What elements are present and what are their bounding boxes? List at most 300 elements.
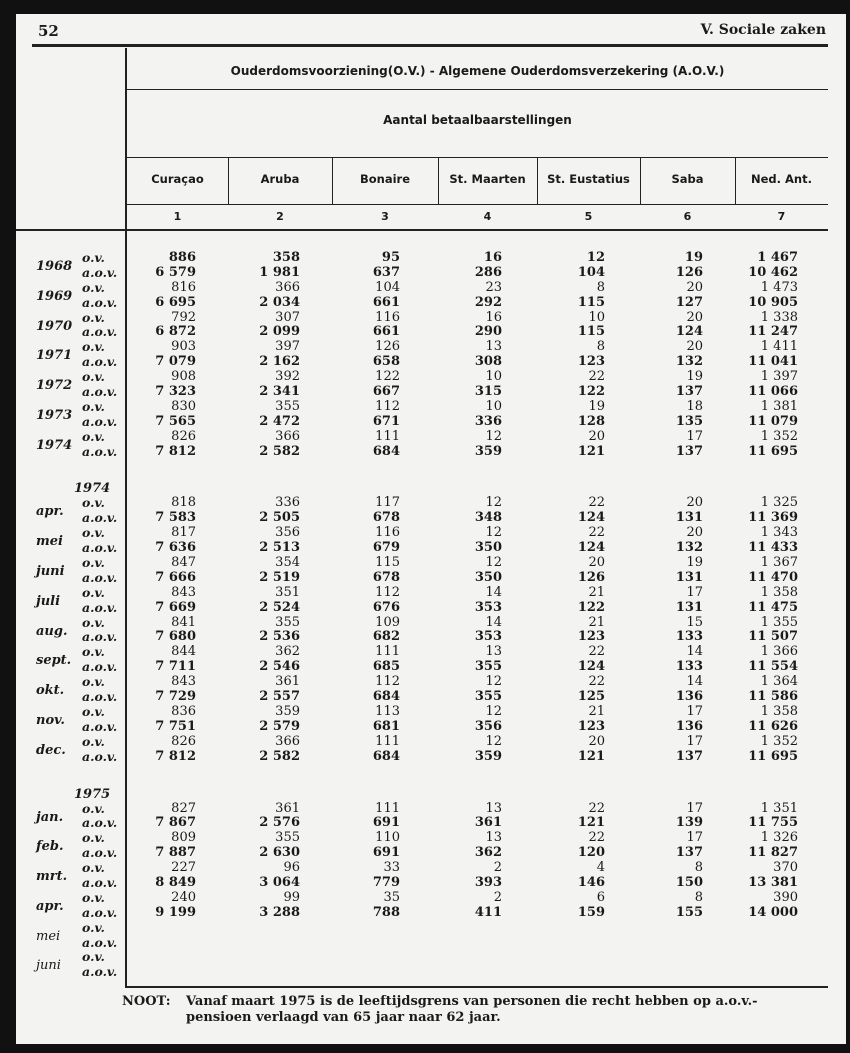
table-cell: 133 <box>675 659 703 675</box>
table-cell: 12 <box>485 428 502 444</box>
table-cell: 19 <box>684 250 703 265</box>
table-row <box>16 311 846 326</box>
table-cell: 137 <box>675 443 703 459</box>
table-cell: 133 <box>675 629 703 645</box>
rule <box>127 157 828 158</box>
table-cell: 18 <box>686 398 703 414</box>
table-cell: 355 <box>275 614 300 630</box>
table-cell: 348 <box>474 510 502 526</box>
table-cell: 11 827 <box>748 845 798 861</box>
table-subtitle: Aantal betaalbaarstellingen <box>383 113 572 127</box>
table-cell: 2 557 <box>259 689 300 705</box>
table-cell: 2 524 <box>259 599 300 615</box>
table-cell: 1 325 <box>760 495 798 511</box>
table-cell: 131 <box>675 510 703 526</box>
period-label: dec. <box>36 742 66 758</box>
table-cell: 7 079 <box>155 354 196 370</box>
period-label: aug. <box>36 623 68 639</box>
table-cell: 16 <box>483 250 502 265</box>
table-cell: 11 626 <box>748 718 798 734</box>
table-cell: 358 <box>272 250 300 265</box>
note-line-2: pensioen verlaagd van 65 jaar naar 62 jaar. <box>186 1010 501 1025</box>
table-cell: 351 <box>275 584 300 600</box>
table-cell: 22 <box>588 830 605 846</box>
table-cell: 7 669 <box>155 599 196 615</box>
table-cell: 2 162 <box>259 354 300 370</box>
table-cell: 123 <box>577 718 605 734</box>
table-cell: 11 247 <box>748 324 798 340</box>
table-cell: 361 <box>275 674 300 690</box>
table-cell: 1 351 <box>760 800 798 816</box>
table-row <box>16 601 846 616</box>
table-cell: 19 <box>686 369 703 385</box>
table-cell: 13 381 <box>748 874 798 890</box>
table-row <box>16 266 846 281</box>
table-cell: 35 <box>383 889 400 905</box>
table-cell: 1 367 <box>760 555 798 571</box>
row-type: o.v. <box>82 309 105 325</box>
row-type: a.o.v. <box>82 718 118 734</box>
table-cell: 1 338 <box>760 309 798 325</box>
table-cell: 13 <box>485 830 502 846</box>
table-row <box>16 370 846 385</box>
table-cell: 836 <box>171 703 196 719</box>
table-cell: 661 <box>372 294 400 310</box>
table-cell: 95 <box>381 250 400 265</box>
table-cell: 684 <box>372 689 400 705</box>
table-cell: 136 <box>675 718 703 734</box>
table-cell: 691 <box>372 845 400 861</box>
table-row <box>16 921 846 936</box>
column-number: 4 <box>483 210 492 223</box>
table-cell: 112 <box>375 674 400 690</box>
row-group <box>16 921 846 951</box>
table-cell: 685 <box>372 659 400 675</box>
table-row <box>16 735 846 750</box>
table-cell: 22 <box>588 369 605 385</box>
table-cell: 355 <box>275 830 300 846</box>
column-header: St. Eustatius <box>547 172 630 186</box>
table-cell: 2 099 <box>259 324 300 340</box>
column-divider <box>640 157 641 204</box>
table-cell: 10 905 <box>748 294 798 310</box>
table-row <box>16 526 846 541</box>
table-cell: 124 <box>577 540 605 556</box>
row-type: a.o.v. <box>82 540 118 556</box>
row-type: a.o.v. <box>82 569 118 585</box>
table-cell: 2 536 <box>259 629 300 645</box>
table-cell: 12 <box>586 250 605 265</box>
table-bottom-rule <box>125 986 828 988</box>
row-type: o.v. <box>82 398 105 414</box>
table-cell: 826 <box>171 733 196 749</box>
table-cell: 684 <box>372 443 400 459</box>
chapter-heading: V. Sociale zaken <box>700 22 826 38</box>
table-cell: 366 <box>275 279 300 295</box>
table-cell: 109 <box>375 614 400 630</box>
column-divider <box>735 157 736 204</box>
table-cell: 2 034 <box>259 294 300 310</box>
table-row <box>16 541 846 556</box>
table-cell: 1 411 <box>760 339 798 355</box>
table-cell: 132 <box>675 540 703 556</box>
row-type: a.o.v. <box>82 748 118 764</box>
table-cell: 847 <box>171 555 196 571</box>
table-cell: 122 <box>577 599 605 615</box>
table-cell: 2 582 <box>259 443 300 459</box>
table-cell: 20 <box>686 279 703 295</box>
row-group <box>16 400 846 430</box>
table-cell: 9 199 <box>155 904 196 920</box>
table-cell: 146 <box>577 874 605 890</box>
table-cell: 353 <box>474 599 502 615</box>
table-row <box>16 690 846 705</box>
table-cell: 11 755 <box>748 815 798 831</box>
note-label: NOOT: <box>122 994 171 1009</box>
table-cell: 359 <box>275 703 300 719</box>
row-type: o.v. <box>82 279 105 295</box>
row-group <box>16 526 846 556</box>
table-cell: 678 <box>372 510 400 526</box>
table-cell: 843 <box>171 674 196 690</box>
page-number: 52 <box>38 22 59 40</box>
table-cell: 99 <box>283 889 300 905</box>
table-cell: 21 <box>588 614 605 630</box>
table-cell: 411 <box>474 904 502 920</box>
table-cell: 11 433 <box>748 540 798 556</box>
table-cell: 1 364 <box>760 674 798 690</box>
table-cell: 356 <box>474 718 502 734</box>
row-type: a.o.v. <box>82 904 118 920</box>
table-cell: 10 <box>588 309 605 325</box>
row-group <box>16 735 846 765</box>
table-cell: 11 475 <box>748 599 798 615</box>
table-cell: 7 565 <box>155 413 196 429</box>
table-cell: 7 583 <box>155 510 196 526</box>
period-label: apr. <box>36 504 64 520</box>
period-label: juni <box>36 564 65 580</box>
table-cell: 2 341 <box>259 384 300 400</box>
table-row <box>16 630 846 645</box>
table-cell: 14 000 <box>748 904 798 920</box>
table-cell: 817 <box>171 525 196 541</box>
table-cell: 33 <box>383 860 400 876</box>
table-cell: 350 <box>474 569 502 585</box>
table-cell: 23 <box>485 279 502 295</box>
section-year-heading: 1974 <box>74 481 111 497</box>
table-cell: 20 <box>686 525 703 541</box>
row-type: a.o.v. <box>82 874 118 890</box>
table-cell: 1 467 <box>757 250 798 265</box>
row-type: o.v. <box>82 495 105 511</box>
table-cell: 15 <box>686 614 703 630</box>
table-cell: 17 <box>686 584 703 600</box>
row-type: o.v. <box>82 614 105 630</box>
row-type: a.o.v. <box>82 264 118 280</box>
table-cell: 20 <box>588 555 605 571</box>
table-cell: 11 695 <box>748 748 798 764</box>
table-cell: 111 <box>375 644 400 660</box>
table-cell: 366 <box>275 428 300 444</box>
table-cell: 336 <box>474 413 502 429</box>
table-cell: 816 <box>171 279 196 295</box>
table-cell: 11 586 <box>748 689 798 705</box>
row-group <box>16 831 846 861</box>
column-header: Ned. Ant. <box>751 172 812 186</box>
table-cell: 1 381 <box>760 398 798 414</box>
row-type: o.v. <box>82 644 105 660</box>
row-type: o.v. <box>82 703 105 719</box>
table-cell: 393 <box>474 874 502 890</box>
row-group <box>16 802 846 832</box>
table-cell: 12 <box>485 555 502 571</box>
row-group <box>16 861 846 891</box>
table-cell: 392 <box>275 369 300 385</box>
row-type: a.o.v. <box>82 324 118 340</box>
table-row <box>16 705 846 720</box>
rule <box>127 204 828 205</box>
table-cell: 676 <box>372 599 400 615</box>
table-cell: 11 041 <box>748 354 798 370</box>
row-group <box>16 370 846 400</box>
row-type: a.o.v. <box>82 629 118 645</box>
row-type: a.o.v. <box>82 845 118 861</box>
document-page <box>16 14 846 1044</box>
column-header: Bonaire <box>359 172 411 186</box>
table-cell: 125 <box>577 689 605 705</box>
table-cell: 809 <box>171 830 196 846</box>
table-cell: 1 397 <box>760 369 798 385</box>
table-cell: 11 369 <box>748 510 798 526</box>
period-label: 1974 <box>36 437 73 453</box>
table-cell: 2 582 <box>259 748 300 764</box>
row-type: o.v. <box>82 949 105 965</box>
row-type: o.v. <box>82 674 105 690</box>
column-number: 6 <box>683 210 692 223</box>
table-cell: 2 505 <box>259 510 300 526</box>
table-cell: 10 <box>485 398 502 414</box>
table-cell: 115 <box>375 555 400 571</box>
table-cell: 22 <box>588 800 605 816</box>
table-row <box>16 816 846 831</box>
row-type: o.v. <box>82 369 105 385</box>
table-cell: 12 <box>485 674 502 690</box>
table-cell: 684 <box>372 748 400 764</box>
table-cell: 353 <box>474 629 502 645</box>
table-cell: 679 <box>372 540 400 556</box>
table-cell: 8 <box>596 339 605 355</box>
table-cell: 20 <box>686 495 703 511</box>
table-row <box>16 415 846 430</box>
table-row <box>16 861 846 876</box>
table-row <box>16 802 846 817</box>
table-cell: 137 <box>675 748 703 764</box>
table-cell: 14 <box>686 644 703 660</box>
row-type: o.v. <box>82 800 105 816</box>
table-cell: 110 <box>375 830 400 846</box>
table-cell: 122 <box>375 369 400 385</box>
table-row <box>16 296 846 311</box>
row-type: a.o.v. <box>82 815 118 831</box>
column-header: Aruba <box>260 172 300 186</box>
column-divider <box>332 157 333 204</box>
table-body <box>16 251 846 980</box>
table-cell: 2 546 <box>259 659 300 675</box>
table-cell: 240 <box>171 889 196 905</box>
period-label: nov. <box>36 712 65 728</box>
row-group <box>16 311 846 341</box>
period-label: sept. <box>36 653 72 669</box>
table-cell: 4 <box>596 860 605 876</box>
table-cell: 8 849 <box>155 874 196 890</box>
table-cell: 691 <box>372 815 400 831</box>
table-row <box>16 385 846 400</box>
table-cell: 7 812 <box>155 443 196 459</box>
table-row <box>16 251 846 266</box>
table-cell: 8 <box>694 889 703 905</box>
table-cell: 779 <box>372 874 400 890</box>
table-cell: 128 <box>577 413 605 429</box>
table-cell: 121 <box>577 443 605 459</box>
table-cell: 1 358 <box>760 584 798 600</box>
table-row <box>16 906 846 921</box>
table-cell: 137 <box>675 845 703 861</box>
table-cell: 123 <box>577 629 605 645</box>
table-cell: 126 <box>675 264 703 280</box>
table-cell: 2 579 <box>259 718 300 734</box>
row-group <box>16 586 846 616</box>
row-group <box>16 675 846 705</box>
table-cell: 818 <box>171 495 196 511</box>
column-divider <box>537 157 538 204</box>
table-cell: 135 <box>675 413 703 429</box>
table-cell: 123 <box>577 354 605 370</box>
table-cell: 362 <box>474 845 502 861</box>
table-cell: 359 <box>474 748 502 764</box>
table-cell: 7 711 <box>155 659 196 675</box>
period-label: mei <box>36 928 61 944</box>
table-cell: 12 <box>485 703 502 719</box>
period-label: feb. <box>36 839 64 855</box>
row-type: o.v. <box>82 525 105 541</box>
table-cell: 11 066 <box>748 384 798 400</box>
table-cell: 366 <box>275 733 300 749</box>
table-cell: 127 <box>675 294 703 310</box>
table-cell: 7 867 <box>155 815 196 831</box>
table-cell: 2 <box>493 889 502 905</box>
table-cell: 21 <box>588 584 605 600</box>
row-type: a.o.v. <box>82 443 118 459</box>
table-cell: 671 <box>372 413 400 429</box>
table-row <box>16 846 846 861</box>
table-cell: 12 <box>485 733 502 749</box>
row-group <box>16 340 846 370</box>
table-row <box>16 965 846 980</box>
table-cell: 6 579 <box>155 264 196 280</box>
period-label: mei <box>36 534 63 550</box>
period-label: juni <box>36 958 61 974</box>
row-group <box>16 705 846 735</box>
table-row <box>16 720 846 735</box>
row-type: a.o.v. <box>82 689 118 705</box>
table-cell: 397 <box>275 339 300 355</box>
table-cell: 19 <box>588 398 605 414</box>
table-row <box>16 586 846 601</box>
table-cell: 844 <box>171 644 196 660</box>
column-header: Curaçao <box>151 172 204 186</box>
row-type: o.v. <box>82 584 105 600</box>
table-cell: 112 <box>375 584 400 600</box>
table-cell: 6 <box>596 889 605 905</box>
table-cell: 1 981 <box>259 264 300 280</box>
table-cell: 355 <box>474 659 502 675</box>
table-row <box>16 675 846 690</box>
table-cell: 22 <box>588 674 605 690</box>
table-cell: 290 <box>474 324 502 340</box>
header-bottom-rule <box>16 229 828 231</box>
table-cell: 3 288 <box>259 904 300 920</box>
table-cell: 11 470 <box>748 569 798 585</box>
table-cell: 903 <box>171 339 196 355</box>
table-cell: 359 <box>474 443 502 459</box>
table-cell: 390 <box>773 889 798 905</box>
row-type: o.v. <box>82 830 105 846</box>
table-cell: 2 <box>493 860 502 876</box>
table-cell: 10 <box>485 369 502 385</box>
table-cell: 8 <box>694 860 703 876</box>
table-cell: 1 355 <box>760 614 798 630</box>
table-cell: 1 366 <box>760 644 798 660</box>
table-cell: 827 <box>171 800 196 816</box>
table-cell: 22 <box>588 525 605 541</box>
table-cell: 111 <box>375 733 400 749</box>
row-type: a.o.v. <box>82 413 118 429</box>
table-cell: 116 <box>375 309 400 325</box>
table-cell: 13 <box>485 644 502 660</box>
table-cell: 104 <box>375 279 400 295</box>
table-row <box>16 511 846 526</box>
table-cell: 355 <box>275 398 300 414</box>
row-group <box>16 251 846 281</box>
period-label: 1973 <box>36 407 73 423</box>
table-cell: 7 887 <box>155 845 196 861</box>
table-row <box>16 496 846 511</box>
table-cell: 112 <box>375 398 400 414</box>
section-year-heading: 1975 <box>74 786 111 802</box>
table-cell: 682 <box>372 629 400 645</box>
table-cell: 361 <box>474 815 502 831</box>
row-group <box>16 950 846 980</box>
row-type: a.o.v. <box>82 934 118 950</box>
table-cell: 111 <box>375 428 400 444</box>
table-cell: 678 <box>372 569 400 585</box>
table-cell: 1 343 <box>760 525 798 541</box>
table-cell: 2 630 <box>259 845 300 861</box>
table-row <box>16 340 846 355</box>
note-line-1: Vanaf maart 1975 is de leeftijdsgrens van personen die recht hebben op a.o.v.- <box>186 994 758 1009</box>
table-row <box>16 325 846 340</box>
table-cell: 136 <box>675 689 703 705</box>
table-cell: 22 <box>588 644 605 660</box>
row-type: a.o.v. <box>82 294 118 310</box>
column-header: Saba <box>671 172 704 186</box>
column-divider <box>228 157 229 204</box>
table-cell: 124 <box>675 324 703 340</box>
table-cell: 20 <box>588 428 605 444</box>
table-cell: 370 <box>773 860 798 876</box>
table-cell: 17 <box>686 703 703 719</box>
table-cell: 150 <box>675 874 703 890</box>
